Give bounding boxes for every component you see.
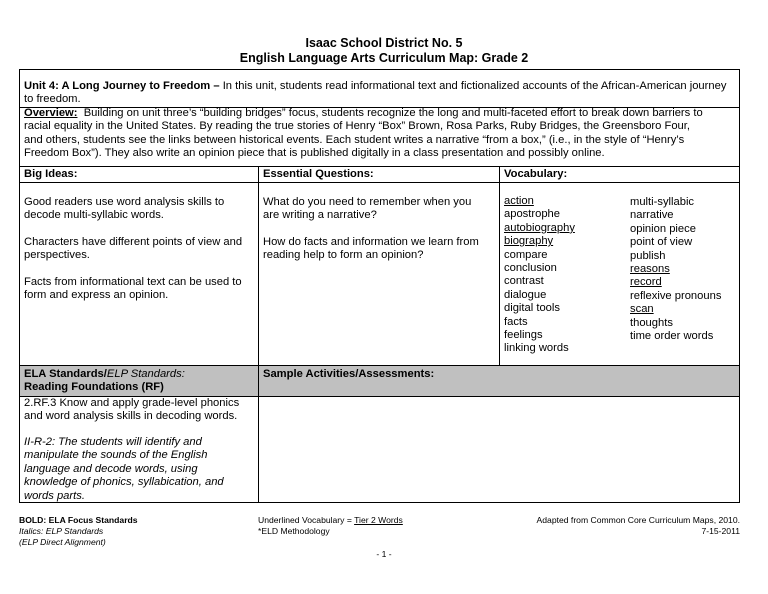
bold-legend: BOLD: ELA Focus Standards <box>19 515 138 525</box>
big-ideas-heading: Big Ideas: <box>24 168 78 180</box>
rf3-line-2: and word analysis skills in decoding words. <box>24 410 238 423</box>
vocab-word: record <box>630 276 662 289</box>
ela-standards-heading <box>24 368 185 395</box>
elp-line-2: manipulate the sounds of the English <box>24 449 208 462</box>
vocab-word: dialogue <box>504 288 547 301</box>
vocabulary-heading: Vocabulary: <box>504 168 568 180</box>
vocab-word: thoughts <box>630 316 673 329</box>
essential-question-1-line-1: What do you need to remember when you <box>263 196 472 208</box>
vocab-word: facts <box>504 315 528 328</box>
big-idea-3-line-1: Facts from informational text can be used to <box>24 276 242 288</box>
big-idea-3 <box>24 276 242 303</box>
district-name: Isaac School District No. 5 <box>305 36 463 50</box>
big-idea-2-line-2: perspectives. <box>24 249 90 262</box>
vocabulary-list-1 <box>504 195 575 356</box>
big-idea-1 <box>24 196 224 223</box>
elp-line-1: II-R-2: The students will identify and <box>24 436 202 448</box>
rf3-line-1: 2.RF.3 Know and apply grade-level phonics <box>24 397 240 409</box>
elp-line-4: knowledge of phonics, syllabication, and <box>24 476 224 489</box>
vocab-word: publish <box>630 249 666 262</box>
vocab-word: multi-syllabic <box>630 196 695 208</box>
vocab-word: time order words <box>630 329 714 342</box>
vocab-word: compare <box>504 248 548 261</box>
page-number: - 1 - <box>376 549 392 559</box>
elp-direct-legend: (ELP Direct Alignment) <box>19 537 106 547</box>
underlined-prefix: Underlined Vocabulary = <box>258 515 355 525</box>
vocab-word: reflexive pronouns <box>630 289 722 302</box>
divider-overview <box>19 166 740 167</box>
overview <box>24 107 740 161</box>
tier-2-label: Tier 2 Words <box>354 515 403 525</box>
overview-line-2: racial equality in the United States. By reading the true stories of Henry “Box” Brown, Rosa Parks, Ruby Bridges, the Greensboro Four, <box>24 120 690 133</box>
revision-date: 7-15-2011 <box>701 526 740 536</box>
big-idea-1-line-2: decode multi-syllabic words. <box>24 209 164 222</box>
divider-big-ideas-header <box>19 182 740 183</box>
vocab-word: apostrophe <box>504 208 560 221</box>
big-idea-2 <box>24 236 242 263</box>
big-idea-2-line-1: Characters have different points of view and <box>24 236 243 248</box>
vocab-word: autobiography <box>504 221 575 234</box>
eld-methodology: *ELD Methodology <box>258 526 330 536</box>
elp-line-5: words parts. <box>24 489 85 502</box>
elp-standards-label: ELP Standards: <box>106 368 185 380</box>
vocab-word: narrative <box>630 209 674 222</box>
essential-question-1-line-2: are writing a narrative? <box>263 209 377 222</box>
column-divider-1 <box>258 166 259 503</box>
footer-legend <box>19 515 138 548</box>
overview-line-4: Freedom Box”). They also write an opinion piece that is published digitally in a class presentation and possibly online. <box>24 147 605 160</box>
vocab-word: feelings <box>504 328 543 341</box>
vocab-word: conclusion <box>504 261 557 274</box>
footer-source <box>480 515 740 537</box>
vocab-word: digital tools <box>504 302 560 315</box>
big-idea-1-line-1: Good readers use word analysis skills to <box>24 196 225 208</box>
ela-standards-label: ELA Standards/ <box>24 368 107 380</box>
unit-text: In this unit, students read informational text and fictionalized accounts of the African-American journey to freedom. <box>24 80 727 106</box>
essential-question-1 <box>263 196 471 223</box>
vocab-word: biography <box>504 235 554 248</box>
overview-line-1: Building on unit three’s “building bridges” focus, students recognize the long and multi-faceted effort to break down barriers to <box>83 107 703 119</box>
big-idea-3-line-2: form and express an opinion. <box>24 289 169 302</box>
vocab-word: action <box>504 195 534 207</box>
vocab-word: reasons <box>630 262 670 275</box>
vocab-word: opinion piece <box>630 222 696 235</box>
page-title: English Language Arts Curriculum Map: Grade 2 <box>239 51 529 65</box>
standard-2-rf-3 <box>24 397 239 424</box>
reading-foundations-label: Reading Foundations (RF) <box>24 381 164 394</box>
vocab-word: point of view <box>630 236 693 249</box>
essential-question-2-line-1: How do facts and information we learn from <box>263 236 479 248</box>
divider-standards <box>19 365 740 366</box>
vocabulary-list-2 <box>630 196 721 343</box>
unit-description <box>24 80 736 107</box>
vocab-word: linking words <box>504 342 569 355</box>
italic-legend: Italics: ELP Standards <box>19 526 104 536</box>
essential-question-2 <box>263 236 479 263</box>
elp-standard-ii-r-2 <box>24 436 224 503</box>
unit-label: Unit 4: A Long Journey to Freedom – <box>24 80 223 92</box>
elp-line-3: language and decode words, using <box>24 462 198 475</box>
overview-line-3: and others, students see the links between historical events. Each student writes a narrative “from a box,” (i.e., in the style of “Henry’s <box>24 133 685 146</box>
overview-label: Overview: <box>24 107 78 119</box>
vocab-word: contrast <box>504 275 544 288</box>
sample-activities-heading: Sample Activities/Assessments: <box>263 368 435 380</box>
column-divider-2 <box>499 166 500 365</box>
vocab-word: scan <box>630 303 654 316</box>
essential-questions-heading: Essential Questions: <box>263 168 374 180</box>
adapted-from: Adapted from Common Core Curriculum Maps, 2010. <box>536 515 740 525</box>
essential-question-2-line-2: reading help to form an opinion? <box>263 249 424 262</box>
footer-vocab-legend <box>258 515 403 537</box>
